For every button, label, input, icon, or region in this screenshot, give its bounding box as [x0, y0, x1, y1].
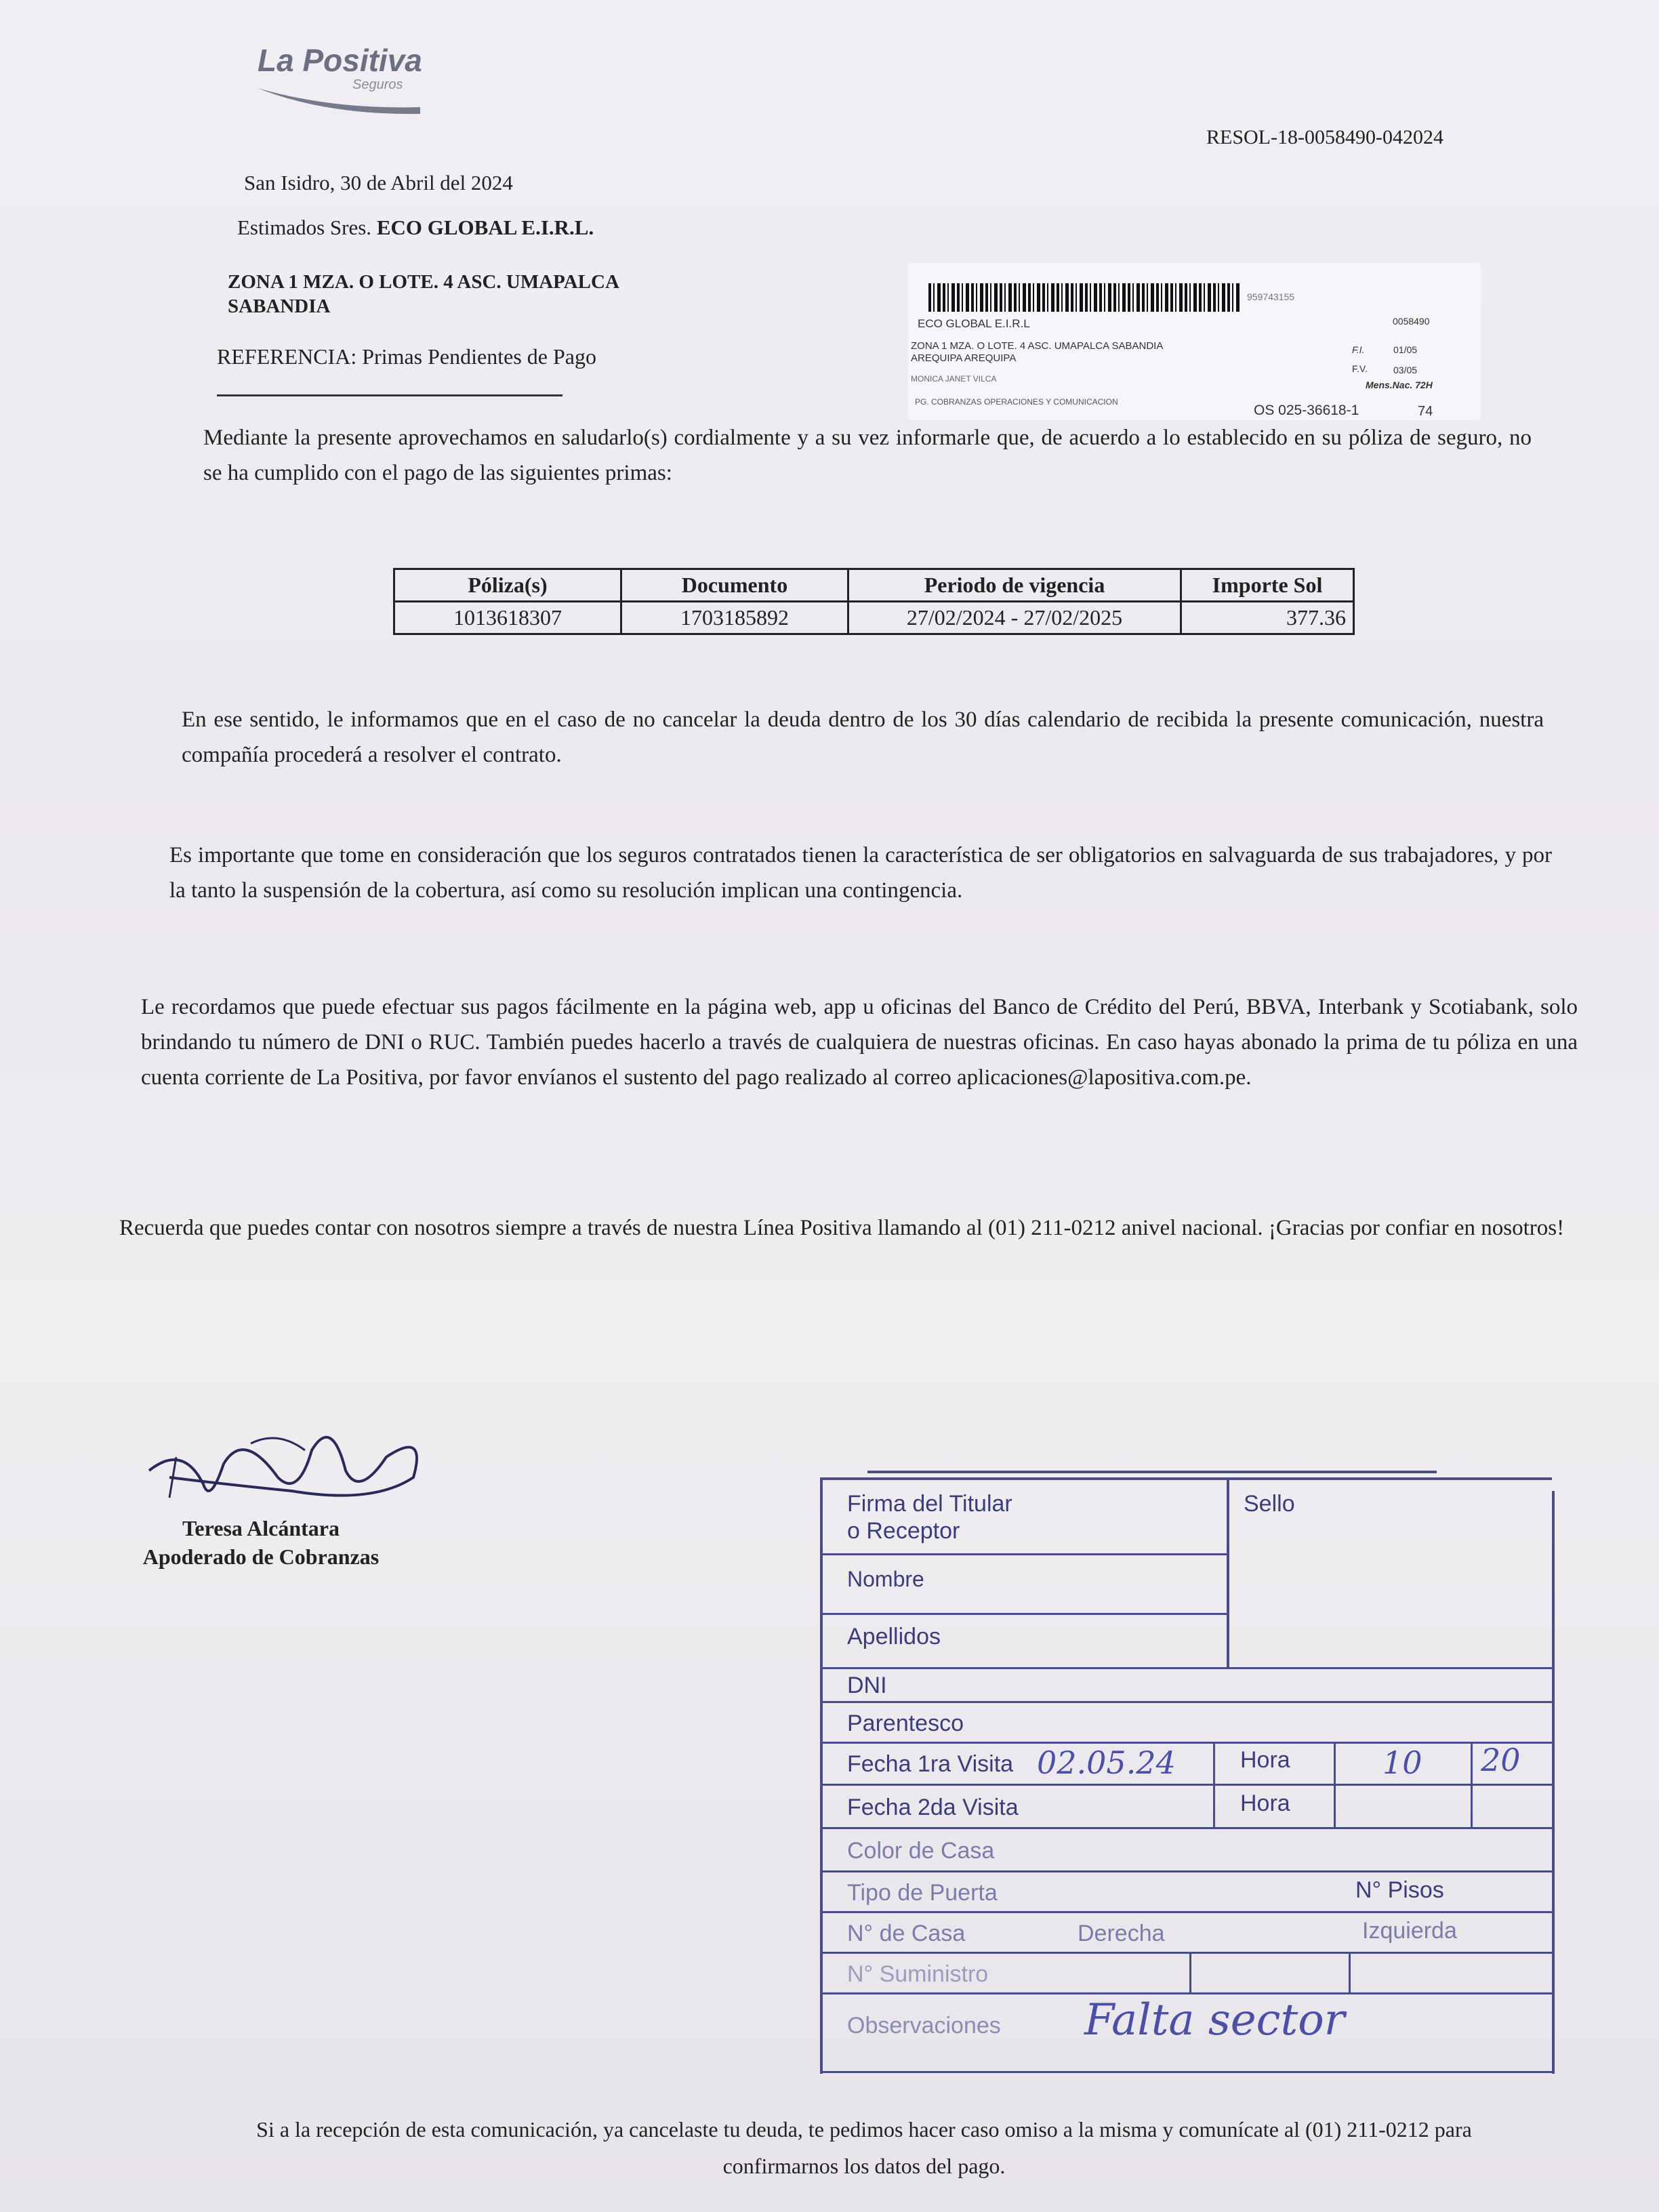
label-department: PG. COBRANZAS OPERACIONES Y COMUNICACION — [915, 397, 1118, 407]
date-line: San Isidro, 30 de Abril del 2024 — [244, 171, 513, 194]
label-service: Mens.Nac. 72H — [1366, 380, 1433, 390]
address-line-2: SABANDIA — [228, 295, 331, 317]
th-importe: Importe Sol — [1181, 569, 1354, 602]
courier-stamp-form — [820, 1471, 1620, 2087]
recipient-name: ECO GLOBAL E.I.R.L. — [376, 216, 594, 239]
stamp-hora1-h: 10 — [1382, 1744, 1422, 1781]
label-code: 0058490 — [1393, 316, 1430, 327]
stamp-apellidos: Apellidos — [847, 1624, 941, 1650]
signer-name: Teresa Alcántara — [182, 1516, 340, 1540]
label-fi-value: 01/05 — [1393, 344, 1418, 355]
recipient-address — [228, 270, 783, 319]
barcode-number: 959743155 — [1247, 291, 1295, 302]
label-fv: F.V. — [1352, 363, 1368, 374]
footer-note: Si a la recepción de esta comunicación, ya cancelaste tu deuda, te pedimos hacer caso omiso a la misma y comunícate al (01) 211-0212 para confirmarnos los datos del pago. — [256, 2117, 1472, 2178]
label-fi: F.I. — [1352, 344, 1365, 355]
pending-premiums-table — [393, 568, 1355, 635]
stamp-hora2: Hora — [1240, 1790, 1290, 1816]
paragraph-3: Es importante que tome en consideración que los seguros contratados tienen la característica de ser obligatorios en salvaguarda de sus trabajadores, y por la tanto la suspensión de la cobertura, así como su resolución implican una contingencia. — [169, 843, 1552, 903]
th-poliza: Póliza(s) — [394, 569, 621, 602]
stamp-n-pisos: N° Pisos — [1355, 1877, 1444, 1903]
stamp-fecha1: Fecha 1ra Visita — [847, 1751, 1014, 1777]
cell-poliza: 1013618307 — [394, 602, 621, 634]
cell-periodo: 27/02/2024 - 27/02/2025 — [848, 602, 1181, 634]
greeting — [237, 216, 594, 240]
mail-label — [908, 263, 1481, 420]
barcode-icon — [928, 283, 1240, 312]
stamp-fecha2: Fecha 2da Visita — [847, 1795, 1019, 1820]
stamp-derecha: Derecha — [1078, 1921, 1165, 1946]
stamp-nombre: Nombre — [847, 1567, 924, 1591]
signer-role: Apoderado de Cobranzas — [142, 1544, 380, 1569]
stamp-hora1-m: 20 — [1481, 1742, 1521, 1778]
cell-importe: 377.36 — [1181, 602, 1354, 634]
stamp-dni: DNI — [847, 1673, 887, 1698]
stamp-receptor: o Receptor — [847, 1518, 960, 1544]
reference-underline — [217, 394, 562, 396]
paragraph-4: Le recordamos que puede efectuar sus pagos fácilmente en la página web, app u oficinas del Banco de Crédito del Perú, BBVA, Interbank y Scotiabank, solo brindando tu número de DNI o RUC. También puedes hacerlo a través de cualquiera de nuestras oficinas. En caso hayas abonado la prima de tu póliza en una cuenta corriente de La Positiva, por favor envíanos el sustento del pago realizado al correo aplicaciones@lapositiva.com.pe. — [141, 995, 1578, 1090]
stamp-observaciones: Observaciones — [847, 2013, 1001, 2039]
table-header-row — [394, 569, 1354, 602]
logo-swoosh-icon — [251, 83, 427, 117]
stamp-color-casa: Color de Casa — [847, 1838, 995, 1864]
stamp-firma: Firma del Titular — [847, 1491, 1012, 1517]
stamp-suministro: N° Suministro — [847, 1961, 989, 1987]
label-fv-value: 03/05 — [1393, 365, 1418, 375]
paragraph-5: Recuerda que puedes contar con nosotros siempre a través de nuestra Línea Positiva llamando al (01) 211-0212 anivel nacional. ¡Gracias por confiar en nosotros! — [119, 1216, 1565, 1240]
paragraph-2: En ese sentido, le informamos que en el caso de no cancelar la deuda dentro de los 30 días calendario de recibida la presente comunicación, nuestra compañía procederá a resolver el contrato. — [182, 708, 1544, 767]
paragraph-1: Mediante la presente aprovechamos en saludarlo(s) cordialmente y a su vez informarle que, de acuerdo a lo establecido en su póliza de seguro, no se ha cumplido con el pago de las siguientes primas: — [203, 426, 1532, 485]
label-os-suffix: 74 — [1418, 404, 1433, 419]
stamp-tipo-puerta: Tipo de Puerta — [847, 1880, 998, 1906]
logo-subtitle: Seguros — [352, 77, 403, 92]
stamp-hora1: Hora — [1240, 1747, 1290, 1773]
stamp-observaciones-value: Falta sector — [1084, 1995, 1345, 2045]
greeting-prefix: Estimados Sres. — [237, 216, 372, 239]
stamp-parentesco: Parentesco — [847, 1711, 964, 1736]
reference-line: REFERENCIA: Primas Pendientes de Pago — [217, 344, 596, 369]
label-name: ECO GLOBAL E.I.R.L — [918, 317, 1030, 330]
table-row — [394, 602, 1354, 634]
handwritten-signature-icon — [142, 1403, 434, 1518]
label-os-number: OS 025-36618-1 — [1254, 403, 1359, 418]
label-address: ZONA 1 MZA. O LOTE. 4 ASC. UMAPALCA SABANDIA — [911, 340, 1164, 352]
th-documento: Documento — [621, 569, 848, 602]
label-contact: MONICA JANET VILCA — [911, 374, 997, 384]
signer-block — [115, 1514, 407, 1571]
th-periodo: Periodo de vigencia — [848, 569, 1181, 602]
la-positiva-logo — [251, 42, 441, 117]
stamp-sello: Sello — [1244, 1491, 1295, 1517]
stamp-fecha1-value: 02.05.24 — [1037, 1744, 1176, 1781]
address-line-1: ZONA 1 MZA. O LOTE. 4 ASC. UMAPALCA — [228, 271, 619, 293]
logo-text: La Positiva — [258, 43, 422, 78]
label-city: AREQUIPA AREQUIPA — [911, 352, 1017, 364]
stamp-izquierda: Izquierda — [1362, 1918, 1457, 1944]
cell-documento: 1703185892 — [621, 602, 848, 634]
resolution-code: RESOL-18-0058490-042024 — [1206, 126, 1443, 148]
stamp-n-casa: N° de Casa — [847, 1921, 966, 1946]
